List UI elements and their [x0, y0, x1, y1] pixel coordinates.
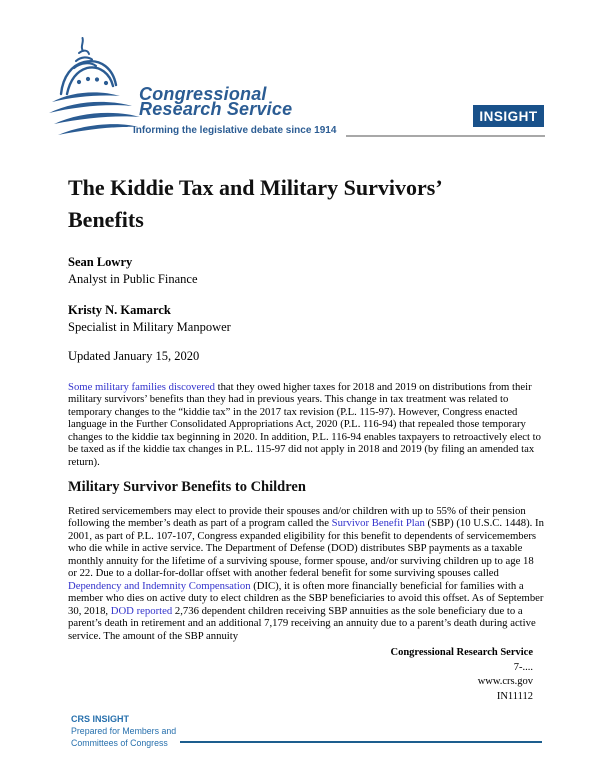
section-heading: Military Survivor Benefits to Children [68, 479, 306, 495]
text-run: (SBP) (10 U.S.C. 1448). In 2001, as part of P.L. 107-107, Congress expanded eligibility for this benefit to dependents of servicemembers who die while in active service. The Department of Defense (DOD) distributes SBP payments as a taxable monthly annuity for the lifetime of a surviving spouse, former spouse, and/or surviving children up to age 18 or 22. Due to a dollar-for-dollar offset with another federal benefit for some surviving spouses called [68, 517, 544, 580]
text-run: Retired servicemembers may elect to provide their spouses and/or children with up to 55% of their pension following the member’s death as part of a program called the [68, 505, 526, 530]
footer-org: Congressional Research Service [390, 647, 533, 658]
intro-paragraph [68, 381, 544, 468]
bottom-note [71, 713, 176, 749]
org-logotype [139, 84, 293, 119]
insight-badge-label: INSIGHT [479, 108, 538, 124]
header-rule [346, 135, 545, 137]
text-link[interactable]: Dependency and Indemnity Compensation [68, 579, 251, 592]
text-run: that they owed higher taxes for 2018 and 2019 on distributions from their military survivors’ benefits than they had in previous years. This change in tax treatment was related to temporary changes to the “kiddie tax” in the 2017 tax revision (P.L. 115-97). However, Congress enacted language in the Further Consolidated Appropriations Act, 2020 (P.L. 116-94) that repealed those temporary changes to the kiddie tax beginning in 2020. In addition, P.L. 116-94 enables taxpayers to retroactively elect to be taxed as if the kiddie tax changes in P.L. 115-97 did not apply in 2018 and 2019 (by filing an amended tax return). [68, 381, 541, 468]
bottom-note-brand: CRS INSIGHT [71, 714, 130, 724]
author-name: Kristy N. Kamarck [68, 303, 171, 317]
author-name: Sean Lowry [68, 255, 133, 269]
footer-report-id: IN11112 [496, 690, 533, 702]
bottom-note-line2: Committees of Congress [71, 738, 168, 748]
org-logotype-line2: Research Service [139, 98, 293, 119]
org-logotype-line1: Congressional [139, 84, 267, 104]
page-footer [390, 646, 533, 704]
text-link[interactable]: Survivor Benefit Plan [331, 517, 425, 530]
bottom-note-line1: Prepared for Members and [71, 726, 177, 736]
text-run: (DIC), it is often more financially beneficial for families with a member who dies on active duty to elect children as the SBP beneficiaries to avoid this offset. As of September 30, 2018, [68, 579, 544, 617]
footer-phone: 7-.... [513, 661, 533, 673]
insight-badge [473, 105, 544, 127]
updated-date: Updated January 15, 2020 [68, 349, 200, 363]
author-role: Specialist in Military Manpower [68, 320, 231, 334]
org-tagline: Informing the legislative debate since 1914 [133, 125, 337, 136]
author-role: Analyst in Public Finance [68, 272, 198, 286]
capitol-dome-icon [48, 36, 140, 144]
section-paragraph [68, 505, 544, 642]
text-run: 2,736 dependent children receiving SBP annuities as the sole beneficiary due to a parent’s death in retirement and an additional 7,179 receiving an annuity due to a parent’s death during active service. The amount of the SBP annuity [68, 604, 536, 642]
text-link[interactable]: DOD reported [110, 604, 173, 617]
bottom-rule [180, 741, 542, 743]
page-title: The Kiddie Tax and Military Survivors’ Benefits [68, 175, 442, 232]
text-link[interactable]: Some military families discovered [68, 381, 215, 393]
footer-website: www.crs.gov [477, 676, 533, 688]
